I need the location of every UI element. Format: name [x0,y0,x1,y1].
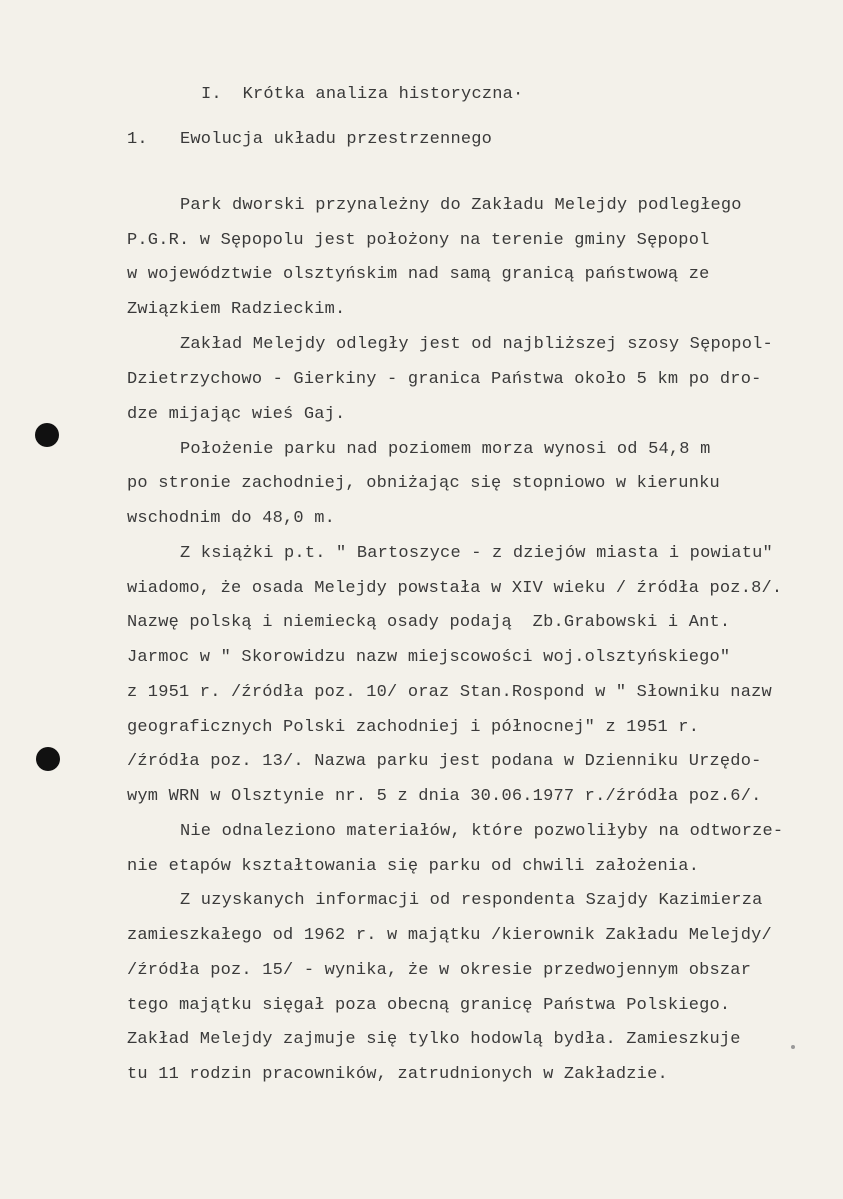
body-line: P.G.R. w Sępopolu jest położony na terenie gminy Sępopol [127,231,710,250]
body-line: Zakład Melejdy odległy jest od najbliższej szosy Sępopol- [180,335,773,354]
body-line: Nazwę polską i niemiecką osady podają Zb.Grabowski i Ant. [127,613,731,632]
body-line: zamieszkałego od 1962 r. w majątku /kierownik Zakładu Melejdy/ [127,926,772,945]
subsection-number: 1. [127,130,148,149]
body-line: tego majątku sięgał poza obecną granicę Państwa Polskiego. [127,996,731,1015]
section-heading: I. Krótka analiza historyczna· [201,85,524,104]
body-line: Położenie parku nad poziomem morza wynosi od 54,8 m [180,440,711,459]
body-line: Z uzyskanych informacji od respondenta Szajdy Kazimierza [180,891,763,910]
body-line: Jarmoc w " Skorowidzu nazw miejscowości woj.olsztyńskiego" [127,648,731,667]
body-line: tu 11 rodzin pracowników, zatrudnionych w Zakładzie. [127,1065,668,1084]
body-line: z 1951 r. /źródła poz. 10/ oraz Stan.Rospond w " Słowniku nazw [127,683,772,702]
subsection-title: Ewolucja układu przestrzennego [180,130,493,149]
paper-speck [791,1045,795,1049]
body-line: wiadomo, że osada Melejdy powstała w XIV wieku / źródła poz.8/. [127,579,783,598]
body-line: Związkiem Radzieckim. [127,300,346,319]
body-line: Dzietrzychowo - Gierkiny - granica Państwa około 5 km po dro- [127,370,762,389]
body-line: wym WRN w Olsztynie nr. 5 z dnia 30.06.1977 r./źródła poz.6/. [127,787,762,806]
punch-hole-top [35,423,59,447]
body-line: Zakład Melejdy zajmuje się tylko hodowlą bydła. Zamieszkuje [127,1030,741,1049]
body-line: Park dworski przynależny do Zakładu Melejdy podległego [180,196,742,215]
body-line: /źródła poz. 15/ - wynika, że w okresie przedwojennym obszar [127,961,752,980]
body-line: nie etapów kształtowania się parku od chwili założenia. [127,857,700,876]
body-line: w województwie olsztyńskim nad samą granicą państwową ze [127,265,710,284]
punch-hole-bottom [36,747,60,771]
body-line: /źródła poz. 13/. Nazwa parku jest podana w Dzienniku Urzędo- [127,752,762,771]
body-line: wschodnim do 48,0 m. [127,509,336,528]
body-line: dze mijając wieś Gaj. [127,405,346,424]
body-line: Z książki p.t. " Bartoszyce - z dziejów miasta i powiatu" [180,544,773,563]
body-line: po stronie zachodniej, obniżając się stopniowo w kierunku [127,474,720,493]
body-line: Nie odnaleziono materiałów, które pozwoliłyby na odtworze- [180,822,784,841]
body-line: geograficznych Polski zachodniej i północnej" z 1951 r. [127,718,700,737]
